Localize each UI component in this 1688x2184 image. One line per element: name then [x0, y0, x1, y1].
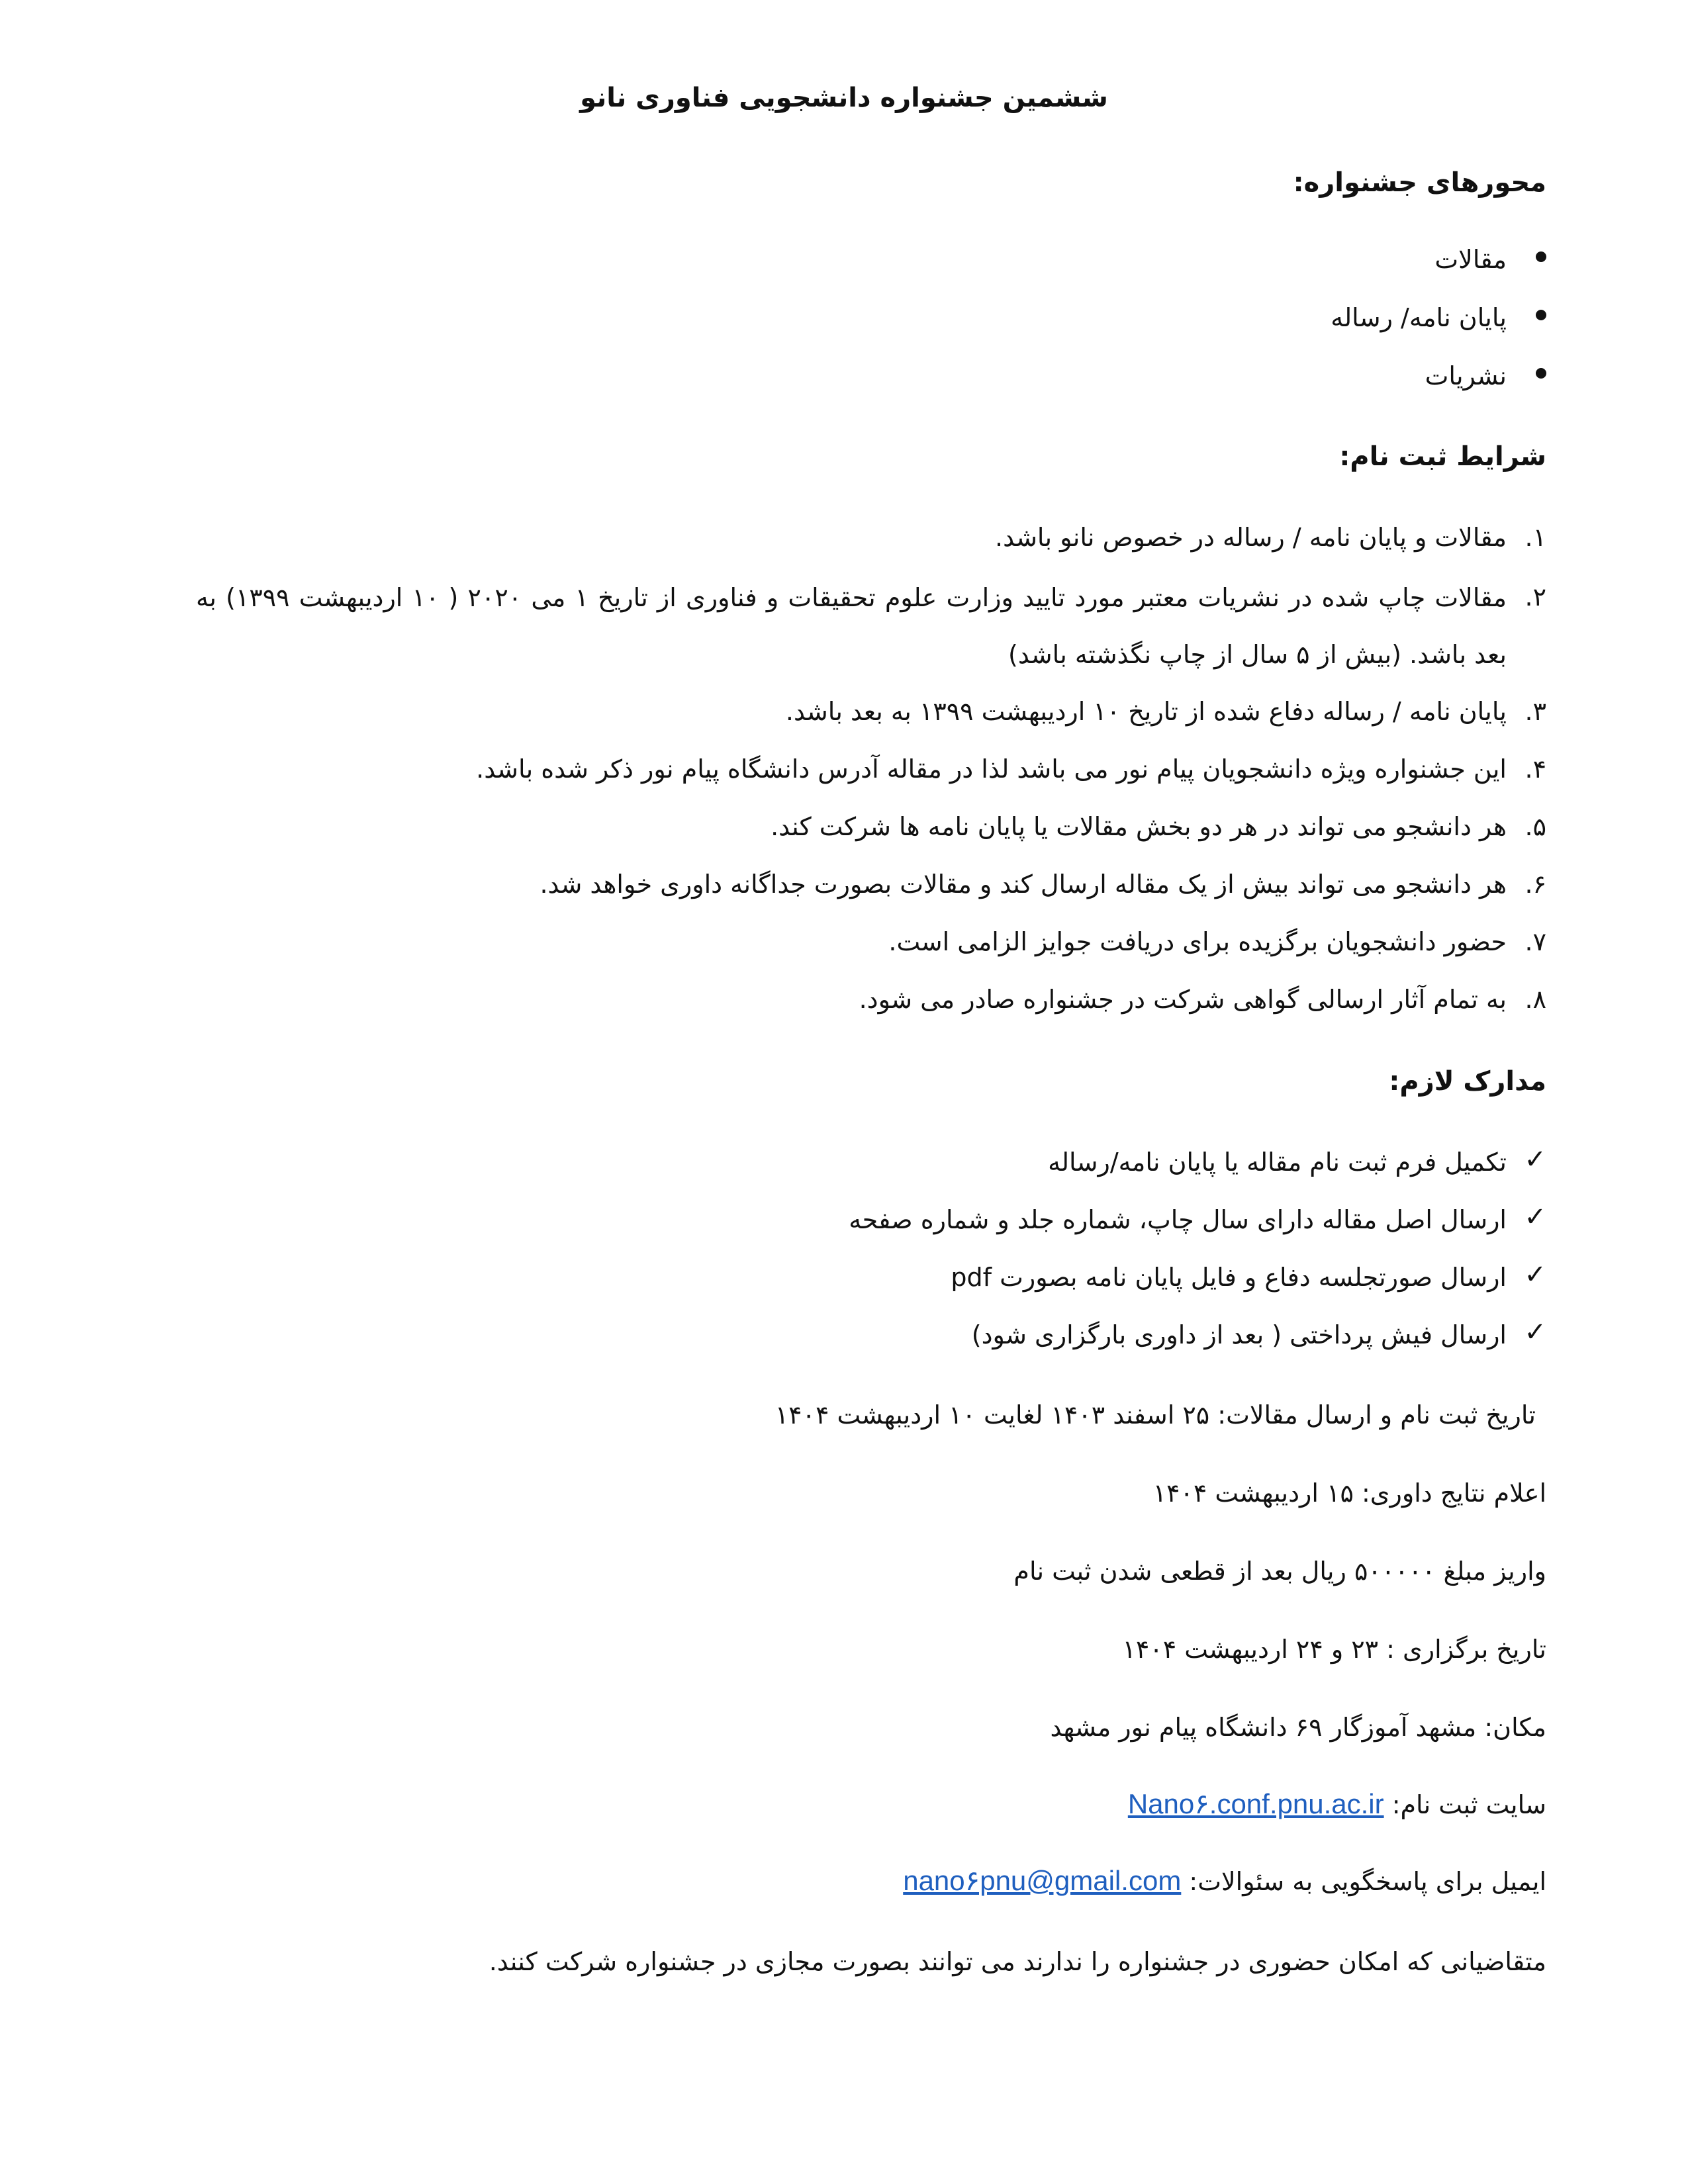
registration-site [1128, 1786, 1546, 1823]
list-item-text: مقالات چاپ شده در نشریات معتبر مورد تایید وزارت علوم تحقیقات و فناوری از تاریخ ۱ می ۲۰۲۰ ( ۱۰ اردیبهشت ۱۳۹۹) به بعد باشد. (بیش از ۵ سال از چاپ نگذشته باشد) [196, 583, 1507, 669]
list-item [156, 808, 1546, 848]
list-item-number: ۷. [1524, 927, 1546, 956]
bullet-icon [1536, 368, 1546, 379]
list-item-text: حضور دانشجویان برگزیده برای دریافت جوایز الزامی است. [888, 927, 1507, 956]
page-title: ششمین جشنواره دانشجویی فناوری نانو [580, 83, 1108, 113]
checkmark-icon: ✓ [1524, 1259, 1546, 1290]
contact-email [903, 1862, 1546, 1900]
checkmark-icon: ✓ [1524, 1144, 1546, 1175]
list-item-text: ارسال فیش پرداختی ( بعد از داوری بارگزاری شود) [971, 1320, 1507, 1349]
email-link[interactable]: nano۶pnu@gmail.com [903, 1865, 1182, 1896]
results-date: اعلام نتایج داوری: ۱۵ اردیبهشت ۱۴۰۴ [1152, 1479, 1546, 1508]
event-date: تاریخ برگزاری : ۲۳ و ۲۴ اردیبهشت ۱۴۰۴ [1122, 1635, 1546, 1664]
list-item-number: ۲. [1524, 582, 1546, 612]
list-item [1282, 241, 1546, 281]
checkmark-icon: ✓ [1524, 1202, 1546, 1232]
documents-heading: مدارک لازم: [1389, 1066, 1546, 1097]
site-link[interactable]: Nano۶.conf.pnu.ac.ir [1127, 1788, 1384, 1819]
bullet-icon [1536, 251, 1546, 262]
bullet-icon [1536, 310, 1546, 320]
list-item [487, 1316, 1546, 1356]
site-label: سایت ثبت نام: [1391, 1790, 1546, 1819]
list-item [156, 751, 1546, 790]
list-item [1149, 299, 1546, 339]
list-item-number: ۵. [1524, 812, 1546, 841]
list-item-text: تکمیل فرم ثبت نام مقاله یا پایان نامه/رساله [1048, 1148, 1507, 1177]
list-item-text: ارسال اصل مقاله دارای سال چاپ، شماره جلد و شماره صفحه [849, 1205, 1507, 1234]
list-item [487, 1201, 1546, 1241]
list-item-text: مقالات [1434, 245, 1507, 274]
list-item [156, 519, 1546, 559]
list-item-text: این جشنواره ویژه دانشجویان پیام نور می باشد لذا در مقاله آدرس دانشگاه پیام نور ذکر شده باشد. [476, 754, 1507, 784]
checkmark-icon: ✓ [1524, 1317, 1546, 1347]
list-item-text: نشریات [1425, 361, 1507, 390]
list-item-number: ۱. [1524, 523, 1546, 552]
list-item-text: به تمام آثار ارسالی گواهی شرکت در جشنواره صادر می شود. [859, 985, 1507, 1014]
axes-heading: محورهای جشنواره: [1293, 167, 1546, 198]
event-location: مکان: مشهد آموزگار ۶۹ دانشگاه پیام نور مشهد [1050, 1713, 1546, 1742]
list-item [156, 693, 1546, 733]
list-item [156, 923, 1546, 963]
list-item-number: ۶. [1524, 870, 1546, 899]
list-item-text: هر دانشجو می تواند بیش از یک مقاله ارسال کند و مقالات بصورت جداگانه داوری خواهد شد. [539, 870, 1507, 899]
conditions-heading: شرایط ثبت نام: [1339, 441, 1546, 472]
list-item-number: ۴. [1524, 754, 1546, 784]
list-item-text: مقالات و پایان نامه / رساله در خصوص نانو باشد. [995, 523, 1507, 552]
list-item [156, 866, 1546, 905]
registration-date: تاریخ ثبت نام و ارسال مقالات: ۲۵ اسفند ۱۴۰۳ لغایت ۱۰ اردیبهشت ۱۴۰۴ [774, 1400, 1536, 1430]
list-item-text: پایان نامه / رساله دفاع شده از تاریخ ۱۰ اردیبهشت ۱۳۹۹ به بعد باشد. [785, 697, 1507, 726]
list-item [487, 1259, 1546, 1298]
list-item-text: پایان نامه/ رساله [1331, 303, 1507, 332]
list-item-text: هر دانشجو می تواند در هر دو بخش مقالات یا پایان نامه ها شرکت کند. [771, 812, 1507, 841]
list-item [1282, 357, 1546, 397]
list-item [156, 569, 1546, 683]
list-item [156, 981, 1546, 1021]
virtual-participation-note: متقاضیانی که امکان حضوری در جشنواره را ندارند می توانند بصورت مجازی در جشنواره شرکت کنند. [489, 1947, 1546, 1976]
payment-info: واریز مبلغ ۵۰۰۰۰۰ ریال بعد از قطعی شدن ثبت نام [1013, 1557, 1546, 1586]
list-item-text: ارسال صورتجلسه دفاع و فایل پایان نامه بصورت pdf [951, 1263, 1507, 1292]
list-item-number: ۳. [1524, 697, 1546, 726]
list-item-number: ۸. [1524, 985, 1546, 1014]
list-item [487, 1144, 1546, 1183]
email-label: ایمیل برای پاسخگویی به سئوالات: [1189, 1867, 1546, 1896]
